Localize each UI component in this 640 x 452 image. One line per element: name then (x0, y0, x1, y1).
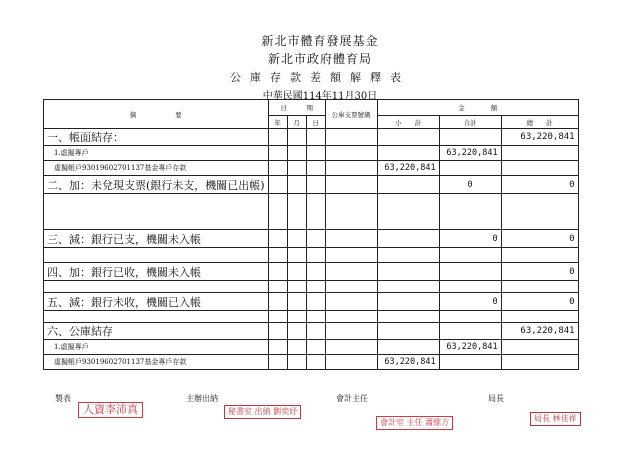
row-total: 63,220,841 (439, 340, 501, 355)
row-total: 0 (439, 176, 501, 194)
row-summary: 1.虛擬專戶 (44, 146, 269, 161)
row-total: 0 (439, 230, 501, 248)
header-subtotal: 小 計 (377, 116, 439, 129)
table-row (44, 293, 579, 311)
row-grand-total: 0 (501, 293, 578, 311)
table-row-spacer (44, 311, 579, 323)
row-subtotal: 63,220,841 (377, 161, 439, 176)
row-grand-total: 63,220,841 (501, 129, 578, 146)
header-year: 年 (268, 116, 287, 129)
header-date: 日 期 (268, 100, 325, 116)
table-row (44, 161, 579, 176)
header-summary: 摘 要 (44, 100, 269, 129)
header-month: 月 (287, 116, 306, 129)
row-total: 63,220,841 (439, 146, 501, 161)
header-total: 合計 (439, 116, 501, 129)
row-total (439, 161, 501, 176)
table-row (44, 129, 579, 146)
table-row (44, 176, 579, 194)
row-summary: 虛擬帳戶93019602701137基金專戶存款 (44, 161, 269, 176)
row-grand-total: 0 (501, 263, 578, 281)
table-row (44, 146, 579, 161)
row-subtotal (377, 146, 439, 161)
row-summary: 五、減：銀行未收，機關已入帳 (44, 293, 269, 311)
header-check-no: 公庫支票號碼 (325, 100, 377, 129)
row-subtotal (377, 340, 439, 355)
director-seal: 局長 林佳祥 (530, 412, 581, 426)
row-grand-total (501, 355, 578, 370)
row-total (439, 129, 501, 146)
preparer-seal: 人資李沛真 (78, 402, 143, 418)
footer-prepared-by: 製表 (55, 394, 71, 403)
header-amount: 金 額 (377, 100, 578, 116)
table-row (44, 230, 579, 248)
row-summary: 1.虛擬專戶 (44, 340, 269, 355)
table-row (44, 355, 579, 370)
row-grand-total (501, 146, 578, 161)
row-summary: 一、帳面結存： (44, 129, 269, 146)
header-grand-total: 總 計 (501, 116, 578, 129)
table-row (44, 340, 579, 355)
footer-accounting: 會計主任 (336, 394, 368, 403)
table-row-spacer (44, 281, 579, 293)
header-day: 日 (306, 116, 325, 129)
row-summary: 虛擬帳戶93019602701137基金專戶存款 (44, 355, 269, 370)
row-grand-total: 0 (501, 176, 578, 194)
table-row (44, 263, 579, 281)
row-total (439, 263, 501, 281)
cashier-seal: 秘書室 出納 劉奕妤 (224, 405, 301, 419)
row-grand-total: 63,220,841 (501, 323, 578, 340)
row-total: 0 (439, 293, 501, 311)
row-total (439, 323, 501, 340)
row-subtotal: 63,220,841 (377, 355, 439, 370)
row-subtotal (377, 323, 439, 340)
row-total (439, 355, 501, 370)
row-subtotal (377, 230, 439, 248)
report-date: 中華民國114年11月30日 (262, 91, 378, 102)
row-subtotal (377, 263, 439, 281)
row-summary: 二、加：未兌現支票(銀行未支，機關已出帳) (44, 176, 269, 194)
org-name: 新北市體育發展基金 (261, 34, 379, 48)
dept-name: 新北市政府體育局 (267, 52, 372, 66)
row-summary: 六、公庫結存 (44, 323, 269, 340)
row-grand-total (501, 161, 578, 176)
document-title: 公庫存款差額解釋表 (230, 71, 410, 84)
row-subtotal (377, 129, 439, 146)
table-row (44, 323, 579, 340)
row-summary: 四、加：銀行已收，機關未入帳 (44, 263, 269, 281)
row-grand-total (501, 340, 578, 355)
row-subtotal (377, 293, 439, 311)
footer-director: 局長 (488, 394, 504, 403)
reconciliation-table (43, 99, 579, 370)
accounting-seal: 會計室 主任 蕭維方 (376, 416, 453, 430)
row-grand-total: 0 (501, 230, 578, 248)
row-summary: 三、減：銀行已支，機關未入帳 (44, 230, 269, 248)
table-row-spacer (44, 248, 579, 263)
row-subtotal (377, 176, 439, 194)
footer-cashier: 主辦出納 (186, 394, 218, 403)
table-row-spacer (44, 194, 579, 230)
